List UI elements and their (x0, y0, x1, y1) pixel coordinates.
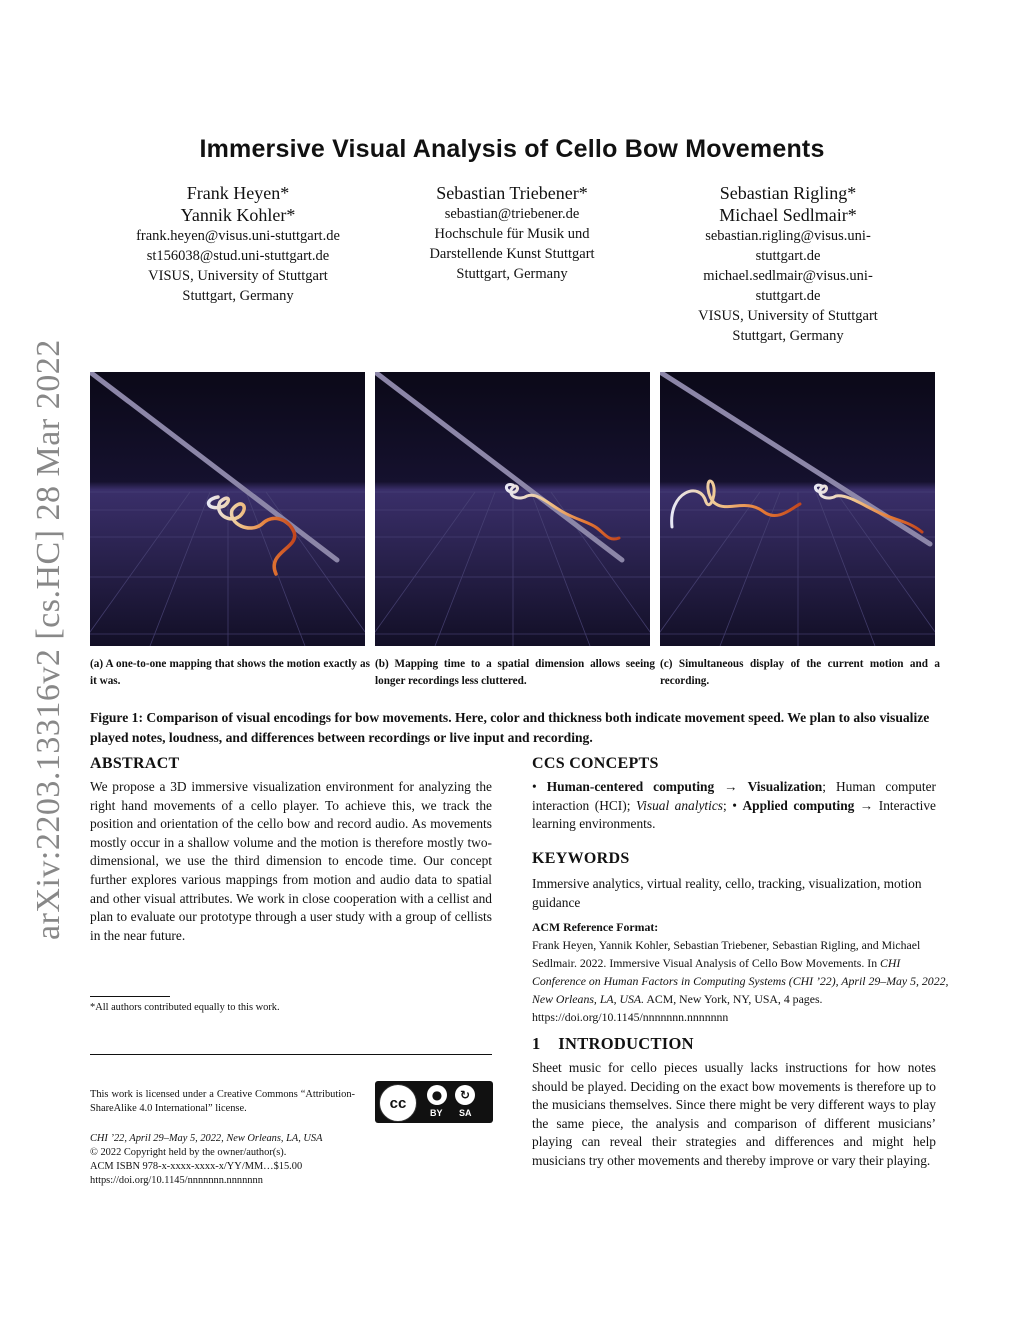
badge-by-label: BY (430, 1108, 443, 1118)
author-name: Michael Sedlmair* (719, 205, 857, 225)
cc-logo-text: cc (389, 1094, 407, 1112)
ccs-concept-1-rest: ; Human computer interaction (HCI); (532, 779, 936, 813)
author-email[interactable]: sebastian.rigling@visus.uni- (705, 228, 871, 244)
subfigure-caption-c: (c) Simultaneous display of the current motion and a recording. (660, 658, 940, 687)
venue-doi[interactable]: https://doi.org/10.1145/nnnnnnn.nnnnnnn (90, 1175, 263, 1186)
ccs-separator: ; (723, 797, 727, 813)
abstract-text: We propose a 3D immersive visualization environment for analyzing the right hand movements of a cello player. To achieve this, we track the position and orientation of the cello bow and record audio. As movements mostly occur in a shallow volume and the motion is therefore mostly two-dimensional, we use the third dimension to encode time. Our concept further explores various mappings from motion and audio data to spatial and other visual attributes. We work in close cooperation with a cellist and plan to evaluate our prototype through a user study with a group of cellists in the near future. (90, 779, 492, 943)
subfigure-caption-b: (b) Mapping time to a spatial dimension allows seeing longer recordings less cluttered. (375, 658, 655, 687)
intro-heading (532, 1034, 694, 1054)
author-email[interactable]: st156038@stud.uni-stuttgart.de (146, 248, 330, 264)
cc-logo-icon (379, 1084, 417, 1122)
ccs-heading: CCS CONCEPTS (532, 755, 659, 772)
venue-info (90, 1132, 492, 1188)
author-email[interactable]: michael.sedlmair@visus.uni- (703, 268, 873, 284)
author-block-1 (88, 182, 388, 306)
figure-panel-a (90, 372, 365, 646)
acm-reference-venue: CHI Conference on Human Factors in Computing Systems (CHI ’22), April 29–May 5, 2022, New Orleans, LA, USA. (532, 956, 949, 1006)
footer-rule (90, 1054, 492, 1055)
author-block-2 (362, 182, 662, 284)
author-name: Yannik Kohler* (180, 205, 296, 225)
subfigure-caption-a: (a) A one-to-one mapping that shows the motion exactly as it was. (90, 658, 370, 687)
acm-reference (532, 918, 956, 1026)
section-title: INTRODUCTION (558, 1034, 694, 1053)
acm-reference-line: Frank Heyen, Yannik Kohler, Sebastian Triebener, Sebastian Rigling, and Michael Sedlmair. 2022. Immersive Visual Analysis of Cello Bow Movements. In (532, 938, 921, 970)
author-affiliation: Hochschule für Musik und (434, 226, 590, 242)
author-location: Stuttgart, Germany (732, 328, 844, 344)
author-location: Stuttgart, Germany (456, 266, 568, 282)
venue-conference: CHI ’22, April 29–May 5, 2022, New Orleans, LA, USA (90, 1133, 323, 1144)
footnote: *All authors contributed equally to this work. (90, 1002, 280, 1013)
section-number: 1 (532, 1034, 541, 1053)
figure-caption: Figure 1: Comparison of visual encodings for bow movements. Here, color and thickness both indicate movement speed. We plan to also visualize played notes, loudness, and differences between recordings or live input and recording. (90, 710, 930, 745)
ccs-text (532, 778, 936, 834)
arxiv-sidebar (22, 339, 67, 950)
by-person-icon: ● (427, 1085, 447, 1105)
arxiv-id: arXiv:2203.13316v2 [cs.HC] 28 Mar 2022 (30, 339, 67, 940)
share-alike-icon: ↻ (455, 1085, 475, 1105)
keywords-text: Immersive analytics, virtual reality, cello, tracking, visualization, motion guidance (532, 876, 922, 910)
author-name: Frank Heyen* (186, 183, 290, 203)
ccs-concept-2-rest: Interactive learning environments. (532, 797, 936, 832)
author-affiliation: VISUS, University of Stuttgart (698, 308, 878, 324)
ccs-arrow: → (724, 779, 738, 794)
author-location: Stuttgart, Germany (182, 288, 294, 304)
acm-reference-rest: ACM, New York, NY, USA, 4 pages. https://doi.org/10.1145/nnnnnnn.nnnnnnn (532, 992, 823, 1024)
figure-panel-c (660, 372, 935, 646)
figure-panel-b (375, 372, 650, 646)
intro-text: Sheet music for cello pieces usually lacks instructions for how notes should be played. Deciding on the exact bow movements is therefore up to the musicians themselves. Since there might be very different ways to play the same piece, the analysis and comparison of different musicians’ playing can reveal their strategies and differences and might help musicians try other movements and thereby improve or vary their playing. (532, 1060, 936, 1168)
footnote-rule (90, 996, 170, 997)
venue-copyright: © 2022 Copyright held by the owner/author(s). (90, 1147, 287, 1158)
cc-by-sa-badge[interactable] (375, 1081, 493, 1123)
ccs-concept-1-sub: Visualization (747, 779, 823, 794)
keywords-heading: KEYWORDS (532, 850, 630, 867)
abstract-heading: ABSTRACT (90, 755, 180, 772)
author-affiliation: Darstellende Kunst Stuttgart (429, 246, 595, 262)
acm-reference-heading: ACM Reference Format: (532, 920, 659, 934)
ccs-bullet-2: • (732, 797, 737, 813)
license-text: This work is licensed under a Creative Commons “Attribution-ShareAlike 4.0 International” license. (90, 1089, 355, 1114)
acm-reference-body (532, 936, 956, 1026)
paper-title: Immersive Visual Analysis of Cello Bow Movements (199, 135, 825, 163)
author-email[interactable]: stuttgart.de (755, 288, 821, 304)
ccs-concept-1: Human-centered computing (546, 779, 715, 794)
badge-sa-label: SA (459, 1108, 472, 1118)
venue-isbn: ACM ISBN 978-x-xxxx-xxxx-x/YY/MM…$15.00 (90, 1161, 303, 1172)
ccs-bullet: • (532, 779, 537, 794)
ccs-arrow-2: → (859, 797, 874, 813)
author-block-3 (638, 182, 938, 346)
author-email[interactable]: sebastian@triebener.de (444, 206, 580, 222)
author-affiliation: VISUS, University of Stuttgart (148, 268, 328, 284)
author-email[interactable]: frank.heyen@visus.uni-stuttgart.de (136, 228, 340, 244)
ccs-concept-1-italic: Visual analytics (635, 797, 724, 813)
author-email[interactable]: stuttgart.de (755, 248, 821, 264)
author-name: Sebastian Rigling* (719, 183, 857, 203)
author-name: Sebastian Triebener* (436, 183, 588, 203)
ccs-concept-2: Applied computing (742, 797, 855, 813)
